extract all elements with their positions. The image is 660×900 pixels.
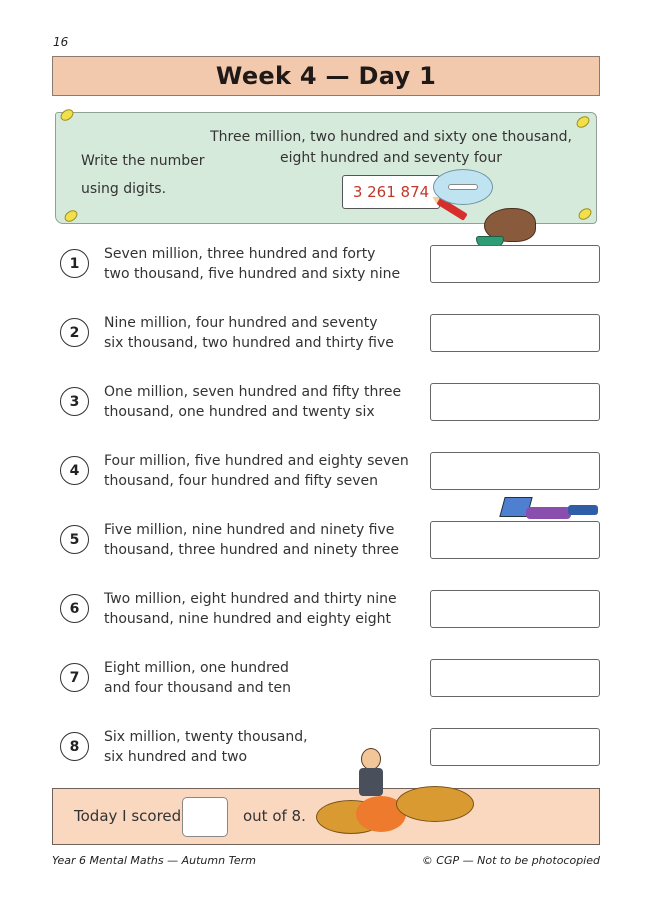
example-answer-box: 3 261 874	[342, 175, 440, 209]
score-label: Today I scored	[74, 807, 182, 825]
footer-copyright: © CGP — Not to be photocopied	[421, 854, 600, 867]
answer-box[interactable]	[430, 245, 600, 283]
pin-icon	[576, 206, 593, 222]
bears-illustration	[316, 782, 476, 838]
question-row	[60, 382, 600, 422]
score-out-of: out of 8.	[243, 807, 306, 825]
answer-box[interactable]	[430, 659, 600, 697]
answer-box[interactable]	[430, 383, 600, 421]
pin-icon	[58, 107, 75, 123]
question-number: 7	[60, 663, 89, 692]
question-row	[60, 244, 600, 284]
question-text: Four million, five hundred and eighty seven thousand, four hundred and fifty seven	[104, 453, 409, 489]
answer-box[interactable]	[430, 521, 600, 559]
question-row	[60, 658, 600, 698]
question-row	[60, 313, 600, 353]
page-title: Week 4 — Day 1	[215, 62, 437, 90]
question-number: 5	[60, 525, 89, 554]
footer-book-title: Year 6 Mental Maths — Autumn Term	[52, 854, 256, 867]
answer-box[interactable]	[430, 590, 600, 628]
question-text: Five million, nine hundred and ninety five thousand, three hundred and ninety three	[104, 522, 400, 558]
page-number: 16	[53, 35, 69, 49]
bone-icon	[448, 184, 478, 190]
question-number: 4	[60, 456, 89, 485]
question-text: Eight million, one hundred and four thousand and ten	[104, 660, 292, 696]
question-number: 1	[60, 249, 89, 278]
answer-box[interactable]	[430, 314, 600, 352]
thought-bubble-icon	[433, 169, 493, 205]
pin-icon	[62, 208, 79, 224]
question-text: One million, seven hundred and fifty three thousand, one hundred and twenty six	[104, 384, 402, 420]
question-row	[60, 520, 600, 560]
question-text: Two million, eight hundred and thirty nine thousand, nine hundred and eighty eight	[104, 591, 397, 627]
question-number: 2	[60, 318, 89, 347]
example-instruction: Write the number using digits.	[81, 153, 205, 197]
reading-boy-illustration	[498, 497, 600, 525]
question-text: Seven million, three hundred and forty two thousand, five hundred and sixty nine	[104, 246, 401, 282]
question-row	[60, 727, 600, 767]
question-row	[60, 589, 600, 629]
pin-icon	[574, 114, 591, 130]
score-input-box[interactable]	[182, 797, 228, 837]
example-words: Three million, two hundred and sixty one thousand, eight hundred and seventy four	[210, 129, 572, 166]
answer-box[interactable]	[430, 452, 600, 490]
question-number: 3	[60, 387, 89, 416]
question-row	[60, 451, 600, 491]
question-text: Six million, twenty thousand, six hundred and two	[104, 729, 308, 765]
question-number: 8	[60, 732, 89, 761]
answer-box[interactable]	[430, 728, 600, 766]
violinist-illustration	[355, 748, 389, 800]
question-text: Nine million, four hundred and seventy six thousand, two hundred and thirty five	[104, 315, 394, 351]
question-number: 6	[60, 594, 89, 623]
title-bar	[52, 56, 600, 96]
